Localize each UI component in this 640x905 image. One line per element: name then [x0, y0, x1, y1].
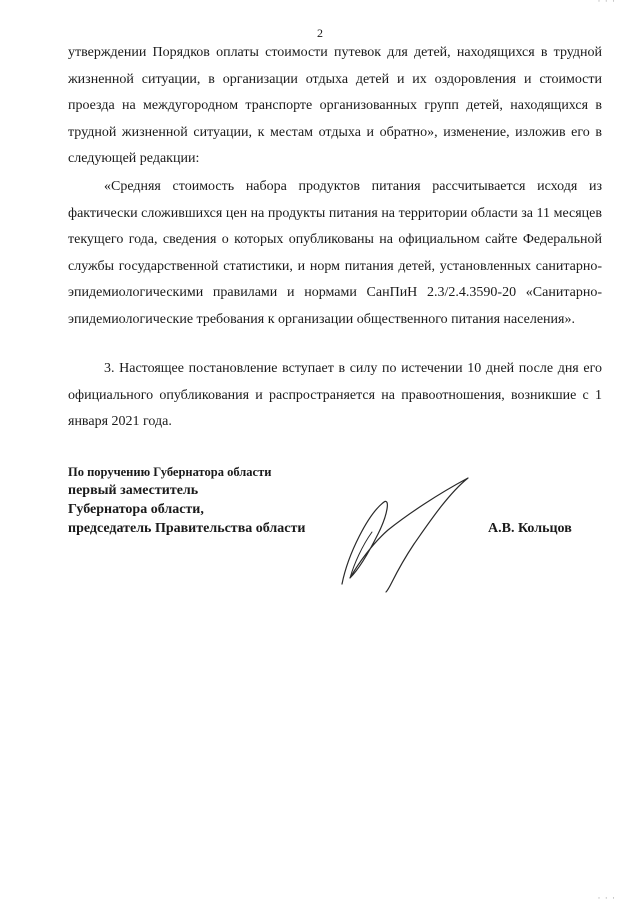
paragraph-effective-date: 3. Настоящее постановление вступает в силу по истечении 10 дней после дня его официального опубликования и распространяется на правоотношения, возникшие с 1 января 2021 года.	[68, 361, 602, 430]
page-number: 2	[317, 26, 323, 40]
corner-scan-mark: · · ·	[597, 0, 616, 6]
signatory-authority-line: По поручению Губернатора области	[68, 465, 272, 479]
paragraph-amendment-intro: утверждении Порядков оплаты стоимости путевок для детей, находящихся в трудной жизненной ситуации, в организации отдыха детей и их оздоровления и стоимости проезда на междугородном транспорте организованных групп детей, находящихся в трудной жизненной ситуации, к местам отдыха и обратно», изменение, изложив его в следующей редакции:	[68, 45, 602, 167]
handwritten-signature	[328, 474, 488, 594]
signatory-name: А.В. Кольцов	[488, 521, 572, 536]
signatory-position-line3: председатель Правительства области	[68, 521, 306, 536]
signatory-position-line2: Губернатора области,	[68, 502, 204, 517]
paragraph-amendment-text: «Средняя стоимость набора продуктов питания рассчитывается исходя из фактически сложившихся цен на продукты питания на территории области за 11 месяцев текущего года, сведения о которых опубликованы на официальном сайте Федеральной службы государственной статистики, и норм питания детей, установленных санитарно-эпидемиологическими правилами и нормами СанПиН 2.3/2.4.3590-20 «Санитарно-эпидемиологические требования к организации общественного питания населения».	[68, 179, 602, 327]
signatory-title-block	[68, 464, 368, 538]
corner-scan-mark-bottom: · · ·	[597, 893, 616, 903]
signatory-position-line1: первый заместитель	[68, 483, 199, 498]
